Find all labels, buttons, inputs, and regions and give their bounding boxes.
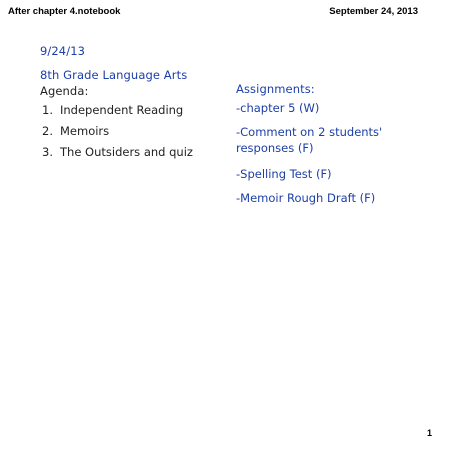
agenda-item-text: Independent Reading — [60, 103, 184, 117]
agenda-item — [42, 144, 193, 165]
agenda-item-text: The Outsiders and quiz — [60, 145, 193, 159]
assignment-item — [236, 124, 382, 156]
page-number: 1 — [426, 428, 432, 438]
agenda-item-number: 1. — [42, 103, 53, 117]
notebook-filename: After chapter 4.notebook — [8, 6, 121, 17]
assignment-line: -Memoir Rough Draft (F) — [236, 191, 376, 205]
assignment-line: -Spelling Test (F) — [236, 167, 332, 181]
agenda-item-number: 3. — [42, 145, 53, 159]
course-title: 8th Grade Language Arts — [40, 68, 188, 82]
assignment-line: -chapter 5 (W) — [236, 101, 320, 115]
page-header — [0, 0, 452, 16]
handwritten-date: 9/24/13 — [40, 44, 86, 58]
agenda-item-number: 2. — [42, 124, 53, 138]
assignments-label: Assignments: — [236, 82, 315, 96]
assignment-line: -Comment on 2 students' — [236, 125, 383, 139]
assignment-line-continued: responses (F) — [236, 141, 314, 155]
assignments-list — [236, 100, 382, 214]
agenda-item-text: Memoirs — [60, 124, 110, 138]
agenda-label: Agenda: — [40, 84, 89, 98]
assignment-item — [236, 166, 382, 182]
agenda-item — [42, 102, 193, 123]
header-date: September 24, 2013 — [329, 6, 418, 17]
assignment-item — [236, 190, 382, 206]
agenda-item — [42, 123, 193, 144]
assignment-item — [236, 100, 382, 116]
agenda-list — [42, 102, 193, 165]
